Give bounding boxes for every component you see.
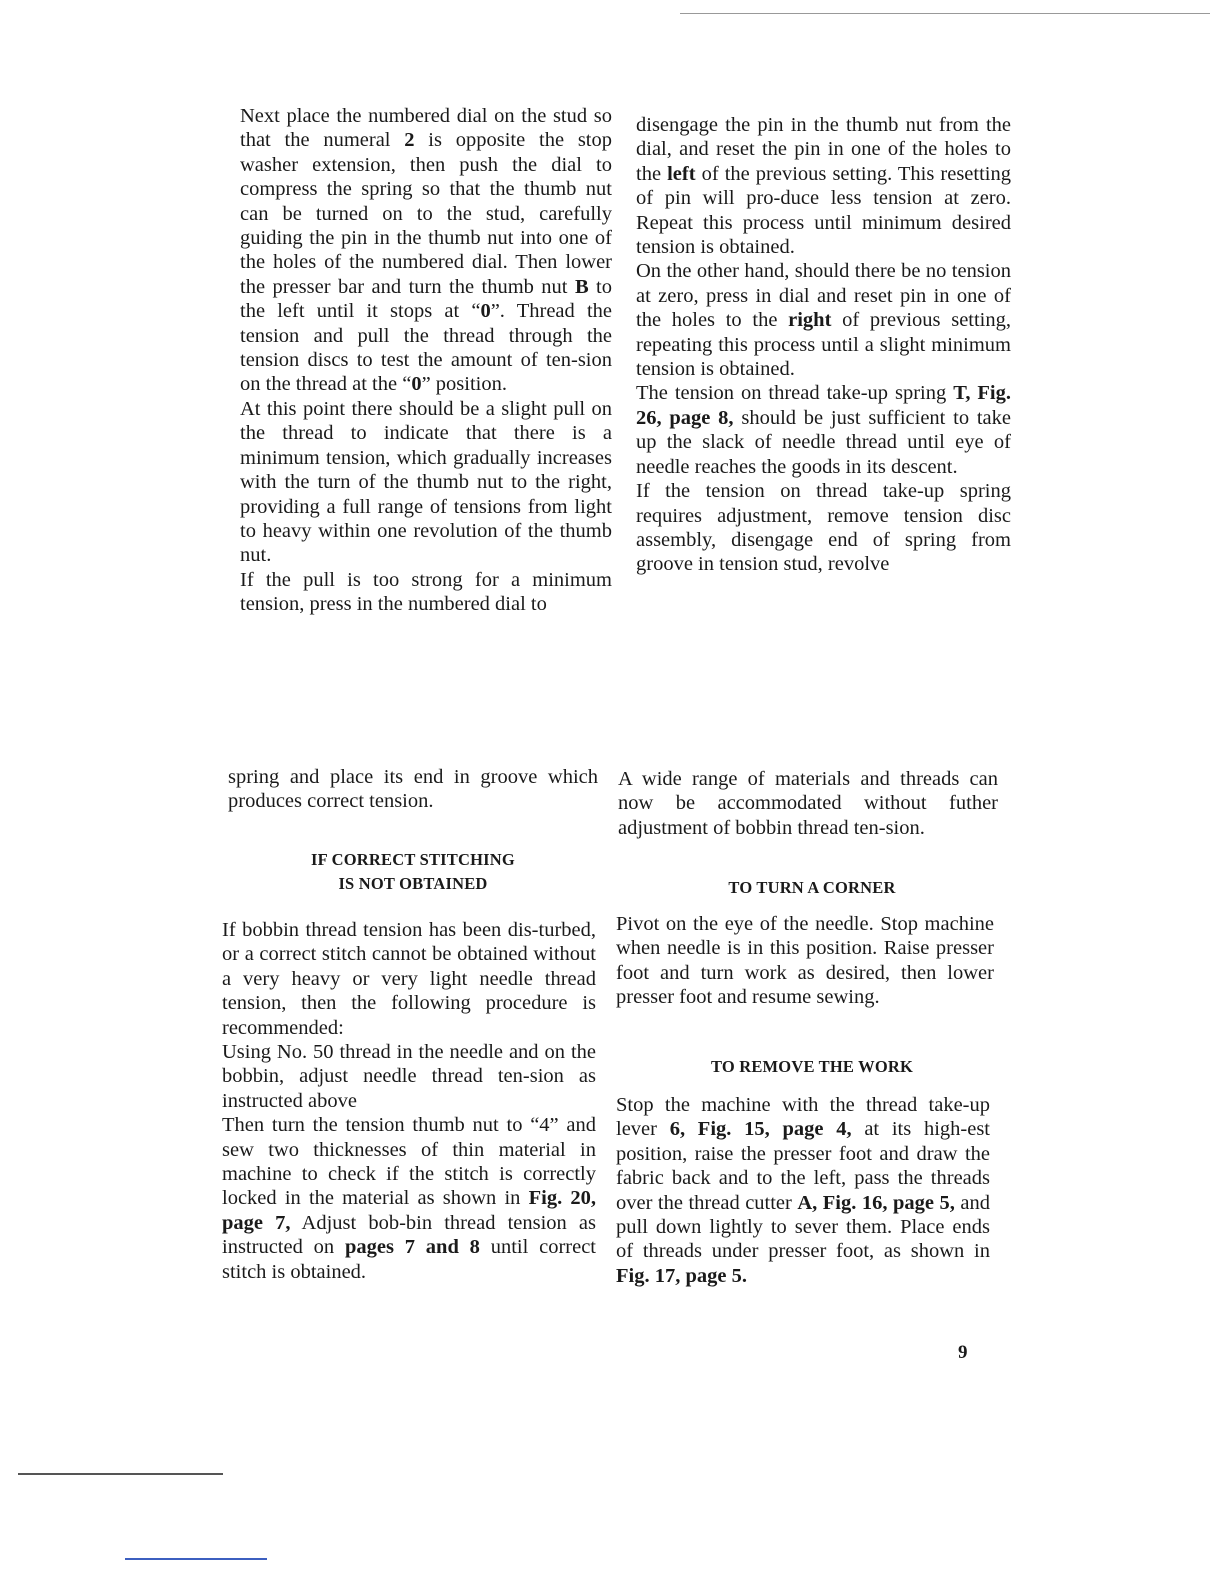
text-column-bottom-right-intro <box>618 767 998 840</box>
bold-text-run: 6, Fig. 15, page 4, <box>669 1118 852 1141</box>
text-run: spring and place its end in groove which produces correct tension. <box>228 766 598 813</box>
text-run: Using No. 50 thread in the needle and on the bobbin, adjust needle thread ten-sion as instructed above <box>222 1041 596 1112</box>
text-run: and pull down lightly to sever them. Place ends of threads under presser foot, as shown in <box>616 1191 990 1263</box>
text-run: If bobbin thread tension has been dis-turbed, or a correct stitch cannot be obtained without a very heavy or very light needle thread tension, then the following procedure is recommended: <box>222 919 596 1039</box>
bottom-left-rule <box>18 1473 223 1475</box>
bold-text-run: pages 7 and 8 <box>344 1236 480 1259</box>
text-run: Stop the machine with the thread take-up lever <box>616 1094 990 1141</box>
text-column-bottom-left-body <box>222 918 596 1284</box>
text-run: at its high-est position, raise the presser foot and draw the fabric back and to the left, pass the threads over the thread cutter <box>616 1118 990 1214</box>
text-column-bottom-left-intro <box>228 765 598 814</box>
text-run: is opposite the stop washer extension, then push the dial to compress the spring so that the thumb nut can be turned on to the stud, carefully guiding the pin in the thumb nut into one of the holes of the numbered dial. Then lower the presser bar and turn the thumb nut <box>240 129 612 298</box>
text-run: Next place the numbered dial on the stud so that the numeral <box>240 105 612 152</box>
paragraph <box>240 568 612 617</box>
paragraph <box>222 918 596 1040</box>
text-run: A wide range of materials and threads can now be accommodated without futher adjustment of bobbin thread ten-sion. <box>618 768 998 839</box>
text-run: If the tension on thread take-up spring requires adjustment, remove tension disc assembly, disengage end of spring from groove in tension stud, revolve <box>636 480 1011 576</box>
bottom-blue-rule <box>125 1558 267 1560</box>
text-run: If the pull is too strong for a minimum tension, press in the numbered dial to <box>240 568 612 616</box>
paragraph <box>636 479 1011 577</box>
bold-text-run: A, Fig. 16, page 5, <box>797 1191 955 1214</box>
text-run: disengage the pin in the thumb nut from the dial, and reset the pin in one of the holes to the <box>636 114 1011 185</box>
text-run: On the other hand, should there be no tension at zero, press in dial and reset pin in one of the holes to the <box>636 260 1011 332</box>
text-run: of previous setting, repeating this process until a slight minimum tension is obtained. <box>636 309 1012 381</box>
bold-text-run: B <box>574 275 589 298</box>
text-run: to the left until it stops at “ <box>240 275 612 323</box>
bold-text-run: 0 <box>480 300 491 323</box>
paragraph <box>222 1113 596 1284</box>
text-run: Then turn the tension thumb nut to “4” and sew two thicknesses of thin material in machine to check if the stitch is correctly locked in the material as shown in <box>222 1114 596 1210</box>
text-run: of the previous setting. This resetting of pin will pro-duce less tension at zero. Repeat this process until minimum desired tension is obtained. <box>636 162 1011 259</box>
heading-correct-stitching <box>228 848 598 896</box>
text-run: At this point there should be a slight pull on the thread to indicate that there is a minimum tension, which gradually increases with the turn of the thumb nut to the right, providing a full range of tensions from light to heavy within one revolution of the thumb nut. <box>240 397 612 567</box>
bold-text-run: 2 <box>404 129 415 152</box>
page-number: 9 <box>958 1342 968 1363</box>
heading-line: IF CORRECT STITCHING <box>311 850 515 869</box>
paragraph <box>222 1040 596 1113</box>
text-run: until correct stitch is obtained. <box>222 1236 597 1283</box>
text-column-turn-corner <box>616 912 994 1010</box>
text-run: Adjust bob-bin thread tension as instructed on <box>222 1211 596 1259</box>
paragraph <box>228 765 598 814</box>
text-run: should be just sufficient to take up the slack of needle thread until eye of needle reaches the goods in its descent. <box>636 406 1012 478</box>
bold-text-run: right <box>788 309 832 332</box>
paragraph <box>636 259 1011 381</box>
paragraph <box>636 381 1011 479</box>
top-edge-rule <box>680 13 1210 14</box>
heading-turn-corner: TO TURN A CORNER <box>728 878 896 897</box>
text-run: ”. Thread the tension and pull the thread through the tension discs to test the amount of ten-sion on the thread at the “ <box>240 300 612 396</box>
heading-line: IS NOT OBTAINED <box>338 874 488 893</box>
bold-text-run: Fig. 17, page 5. <box>616 1264 747 1287</box>
text-run: Pivot on the eye of the needle. Stop machine when needle is in this position. Raise presser foot and turn work as desired, then lower presser foot and resume sewing. <box>616 913 994 1009</box>
paragraph <box>616 1093 990 1288</box>
paragraph <box>636 113 1011 259</box>
paragraph <box>240 104 612 397</box>
text-column-top-left <box>240 104 612 617</box>
bold-text-run: 0 <box>411 373 422 396</box>
heading-remove-work: TO REMOVE THE WORK <box>710 1057 914 1076</box>
paragraph <box>618 767 998 840</box>
paragraph <box>616 912 994 1010</box>
bold-text-run: Fig. 20, page 7, <box>222 1187 597 1234</box>
text-run: ” position. <box>421 373 507 396</box>
paragraph <box>240 397 612 568</box>
text-run: The tension on thread take-up spring <box>636 382 954 405</box>
text-column-top-right <box>636 113 1011 577</box>
bold-text-run: T, Fig. 26, page 8, <box>636 382 1011 429</box>
bold-text-run: left <box>667 162 696 185</box>
text-column-remove-work <box>616 1093 990 1288</box>
